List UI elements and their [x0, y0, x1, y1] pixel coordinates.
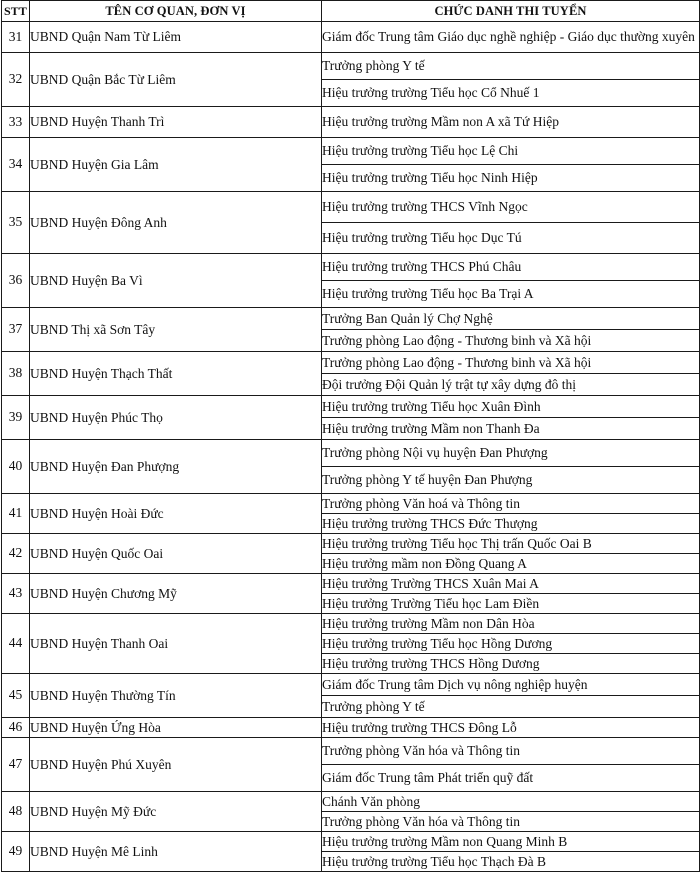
cell-organization: UBND Huyện Ba Vì	[30, 254, 322, 308]
cell-position: Trưởng phòng Lao động - Thương binh và Xã hội	[322, 352, 700, 374]
table-row	[2, 832, 700, 852]
cell-position: Giám đốc Trung tâm Dịch vụ nông nghiệp huyện	[322, 674, 700, 696]
table-row	[2, 22, 700, 53]
cell-stt: 35	[2, 192, 30, 254]
cell-position: Hiệu trưởng mầm non Đồng Quang A	[322, 554, 700, 574]
cell-stt: 34	[2, 138, 30, 192]
cell-position: Hiệu trưởng trường Tiểu học Thị trấn Quốc Oai B	[322, 534, 700, 554]
cell-organization: UBND Huyện Chương Mỹ	[30, 574, 322, 614]
column-header-organization: TÊN CƠ QUAN, ĐƠN VỊ	[30, 1, 322, 22]
cell-organization: UBND Huyện Ứng Hòa	[30, 718, 322, 738]
cell-organization: UBND Huyện Mê Linh	[30, 832, 322, 872]
cell-position: Hiệu trưởng trường Tiểu học Lệ Chi	[322, 138, 700, 165]
cell-position: Hiệu trưởng trường Tiểu học Hồng Dương	[322, 634, 700, 654]
cell-position: Hiệu trưởng trường Mầm non Dân Hòa	[322, 614, 700, 634]
cell-stt: 45	[2, 674, 30, 718]
table-row	[2, 254, 700, 281]
table-row	[2, 53, 700, 80]
cell-position: Giám đốc Trung tâm Phát triển quỹ đất	[322, 765, 700, 792]
table-row	[2, 494, 700, 514]
table-row	[2, 614, 700, 634]
table-row	[2, 107, 700, 138]
cell-organization: UBND Huyện Đông Anh	[30, 192, 322, 254]
cell-stt: 42	[2, 534, 30, 574]
cell-position: Trưởng phòng Y tế	[322, 53, 700, 80]
cell-position: Hiệu trưởng trường Tiểu học Dục Tú	[322, 223, 700, 254]
table-row	[2, 534, 700, 554]
cell-organization: UBND Huyện Phúc Thọ	[30, 396, 322, 440]
cell-organization: UBND Huyện Quốc Oai	[30, 534, 322, 574]
cell-stt: 47	[2, 738, 30, 792]
cell-position: Hiệu trưởng trường THCS Phú Châu	[322, 254, 700, 281]
cell-organization: UBND Huyện Thanh Oai	[30, 614, 322, 674]
cell-position: Hiệu trưởng trường THCS Đông Lỗ	[322, 718, 700, 738]
cell-position: Trưởng phòng Y tế	[322, 696, 700, 718]
cell-stt: 49	[2, 832, 30, 872]
table-row	[2, 440, 700, 467]
table-row	[2, 718, 700, 738]
table-row	[2, 192, 700, 223]
cell-position: Hiệu trưởng trường THCS Đức Thượng	[322, 514, 700, 534]
recruitment-positions-table	[1, 0, 700, 872]
table-header	[2, 1, 700, 22]
table-row	[2, 738, 700, 765]
cell-position: Hiệu trưởng Trường Tiểu học Lam Điền	[322, 594, 700, 614]
cell-position: Trưởng phòng Lao động - Thương binh và Xã hội	[322, 330, 700, 352]
table-header-row	[2, 1, 700, 22]
cell-stt: 39	[2, 396, 30, 440]
column-header-stt: STT	[2, 1, 30, 22]
cell-position: Hiệu trưởng trường Mầm non Thanh Đa	[322, 418, 700, 440]
cell-stt: 48	[2, 792, 30, 832]
cell-position: Trưởng phòng Văn hoá và Thông tin	[322, 494, 700, 514]
cell-organization: UBND Quận Nam Từ Liêm	[30, 22, 322, 53]
cell-position: Hiệu trưởng trường Tiểu học Ba Trại A	[322, 281, 700, 308]
cell-position: Hiệu trưởng trường Mầm non A xã Tứ Hiệp	[322, 107, 700, 138]
cell-position: Đội trưởng Đội Quản lý trật tự xây dựng đô thị	[322, 374, 700, 396]
cell-position: Hiệu trưởng Trường THCS Xuân Mai A	[322, 574, 700, 594]
cell-organization: UBND Huyện Thanh Trì	[30, 107, 322, 138]
cell-organization: UBND Huyện Mỹ Đức	[30, 792, 322, 832]
cell-position: Giám đốc Trung tâm Giáo dục nghề nghiệp - Giáo dục thường xuyên	[322, 22, 700, 53]
cell-stt: 33	[2, 107, 30, 138]
cell-stt: 31	[2, 22, 30, 53]
table-body	[2, 22, 700, 872]
cell-organization: UBND Huyện Thạch Thất	[30, 352, 322, 396]
cell-organization: UBND Huyện Phú Xuyên	[30, 738, 322, 792]
cell-stt: 44	[2, 614, 30, 674]
cell-position: Hiệu trưởng trường THCS Hồng Dương	[322, 654, 700, 674]
table-row	[2, 792, 700, 812]
cell-position: Trưởng phòng Y tế huyện Đan Phượng	[322, 467, 700, 494]
cell-stt: 41	[2, 494, 30, 534]
cell-organization: UBND Huyện Thường Tín	[30, 674, 322, 718]
cell-organization: UBND Huyện Hoài Đức	[30, 494, 322, 534]
cell-position: Trưởng phòng Văn hóa và Thông tin	[322, 738, 700, 765]
column-header-position: CHỨC DANH THI TUYỂN	[322, 1, 700, 22]
cell-stt: 43	[2, 574, 30, 614]
cell-organization: UBND Huyện Đan Phượng	[30, 440, 322, 494]
table-row	[2, 308, 700, 330]
cell-position: Hiệu trưởng trường Tiểu học Ninh Hiệp	[322, 165, 700, 192]
cell-stt: 36	[2, 254, 30, 308]
table-row	[2, 574, 700, 594]
cell-position: Chánh Văn phòng	[322, 792, 700, 812]
cell-stt: 32	[2, 53, 30, 107]
cell-position: Hiệu trưởng trường Tiểu học Thạch Đà B	[322, 852, 700, 872]
table-row	[2, 352, 700, 374]
cell-position: Hiệu trưởng trường THCS Vĩnh Ngọc	[322, 192, 700, 223]
cell-position: Hiệu trưởng trường Tiểu học Xuân Đình	[322, 396, 700, 418]
cell-stt: 46	[2, 718, 30, 738]
cell-position: Hiệu trưởng trường Tiểu học Cổ Nhuế 1	[322, 80, 700, 107]
cell-organization: UBND Huyện Gia Lâm	[30, 138, 322, 192]
table-row	[2, 396, 700, 418]
cell-stt: 40	[2, 440, 30, 494]
cell-organization: UBND Thị xã Sơn Tây	[30, 308, 322, 352]
cell-position: Trưởng phòng Văn hóa và Thông tin	[322, 812, 700, 832]
cell-position: Trưởng phòng Nội vụ huyện Đan Phượng	[322, 440, 700, 467]
cell-stt: 38	[2, 352, 30, 396]
cell-position: Trưởng Ban Quản lý Chợ Nghệ	[322, 308, 700, 330]
cell-stt: 37	[2, 308, 30, 352]
cell-position: Hiệu trưởng trường Mầm non Quang Minh B	[322, 832, 700, 852]
cell-organization: UBND Quận Bắc Từ Liêm	[30, 53, 322, 107]
table-row	[2, 674, 700, 696]
table-row	[2, 138, 700, 165]
